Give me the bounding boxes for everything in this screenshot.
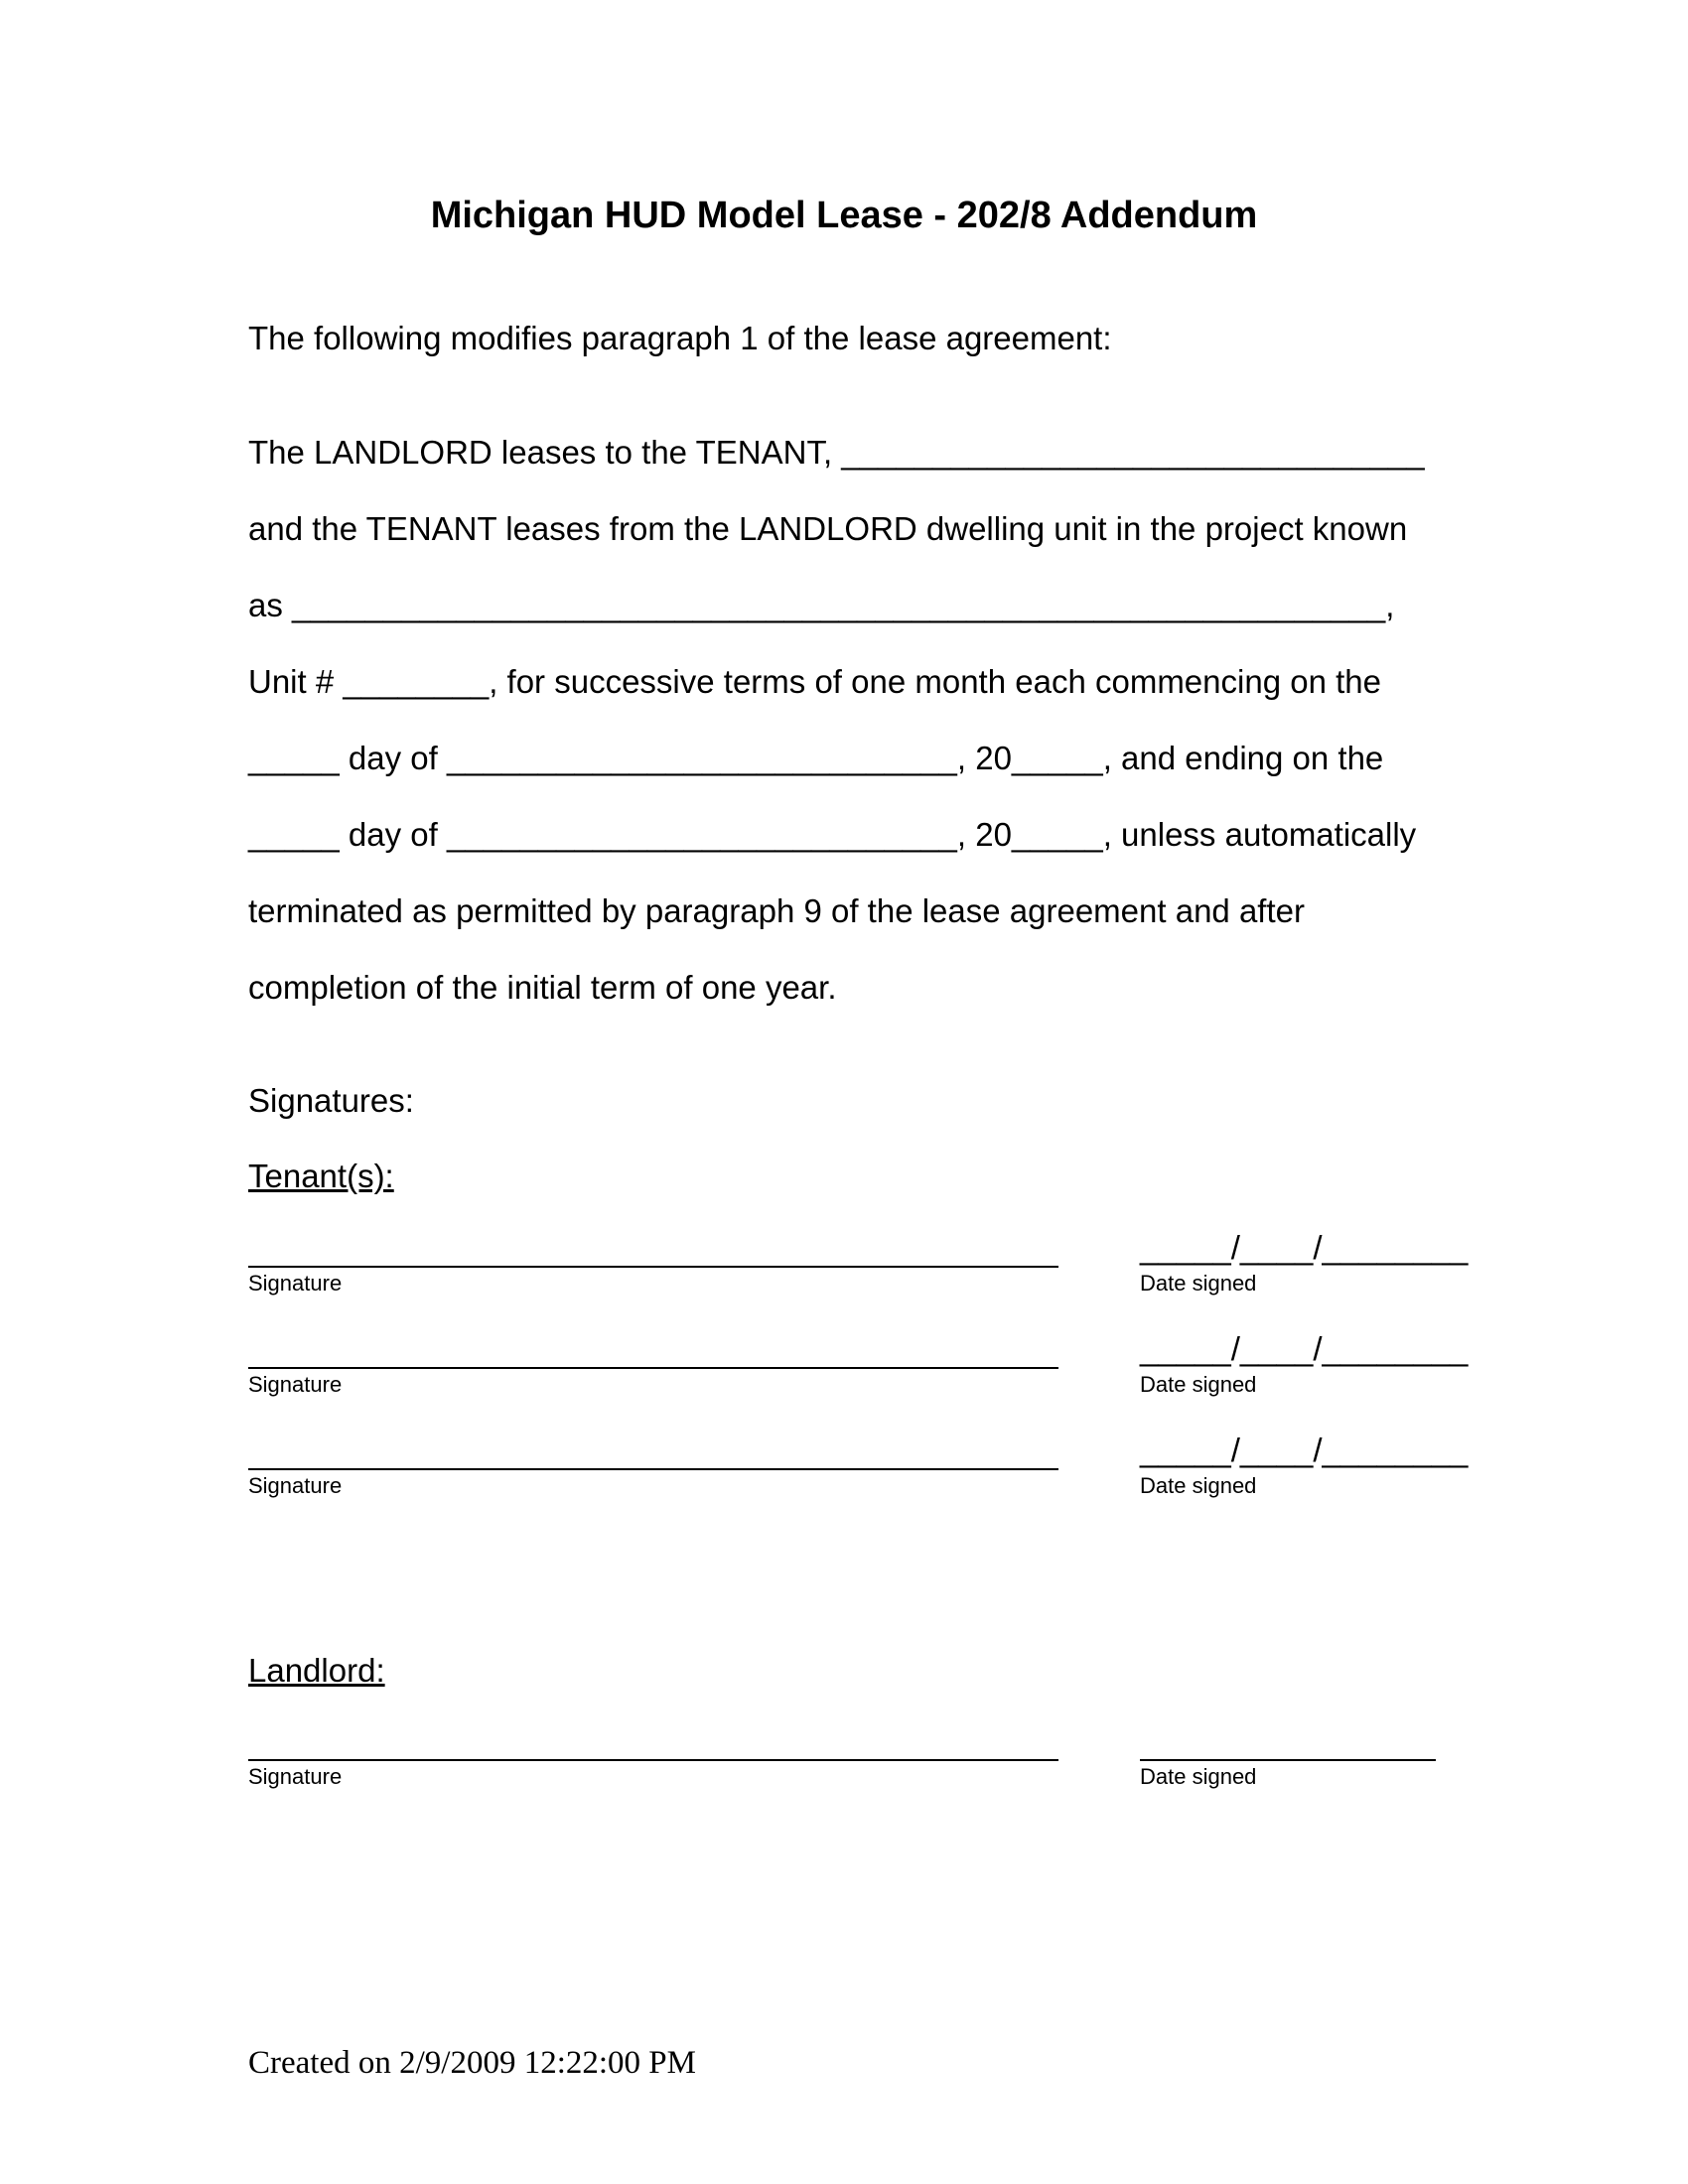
tenants-heading: Tenant(s):: [248, 1158, 394, 1194]
landlord-heading: Landlord:: [248, 1652, 385, 1689]
body-line-2: and the TENANT leases from the LANDLORD dwelling unit in the project known: [248, 510, 1408, 547]
tenant-date-field-1[interactable]: _____/____/________: [1140, 1229, 1469, 1266]
tenant-signature-line-1[interactable]: [248, 1266, 1058, 1268]
body-line-3: as ____________________________________________________________,: [248, 587, 1395, 623]
tenant-date-field-3[interactable]: _____/____/________: [1140, 1432, 1469, 1468]
date-caption: Date signed: [1140, 1271, 1257, 1296]
tenant-signature-line-3[interactable]: [248, 1468, 1058, 1470]
footer-created-on: Created on 2/9/2009 12:22:00 PM: [248, 2045, 696, 2081]
intro-text: The following modifies paragraph 1 of the lease agreement:: [248, 320, 1112, 356]
landlord-date-line[interactable]: [1140, 1759, 1436, 1761]
page-title: Michigan HUD Model Lease - 202/8 Addendum: [430, 195, 1258, 236]
body-line-6: _____ day of ____________________________, 20_____, unless automatically: [248, 816, 1417, 853]
landlord-signature-line[interactable]: [248, 1759, 1058, 1761]
date-caption: Date signed: [1140, 1764, 1257, 1789]
signatures-heading: Signatures:: [248, 1082, 414, 1119]
body-line-7: terminated as permitted by paragraph 9 of the lease agreement and after: [248, 892, 1305, 929]
body-line-4: Unit # ________, for successive terms of one month each commencing on the: [248, 663, 1381, 700]
date-caption: Date signed: [1140, 1372, 1257, 1397]
signature-caption: Signature: [248, 1271, 343, 1296]
date-caption: Date signed: [1140, 1473, 1257, 1498]
signature-caption: Signature: [248, 1764, 343, 1789]
signature-caption: Signature: [248, 1372, 343, 1397]
body-line-5: _____ day of ____________________________, 20_____, and ending on the: [248, 740, 1384, 776]
body-line-8: completion of the initial term of one year.: [248, 969, 837, 1006]
tenant-date-field-2[interactable]: _____/____/________: [1140, 1330, 1469, 1367]
tenant-signature-line-2[interactable]: [248, 1367, 1058, 1369]
body-line-1: The LANDLORD leases to the TENANT, ________________________________: [248, 434, 1425, 471]
signature-caption: Signature: [248, 1473, 343, 1498]
